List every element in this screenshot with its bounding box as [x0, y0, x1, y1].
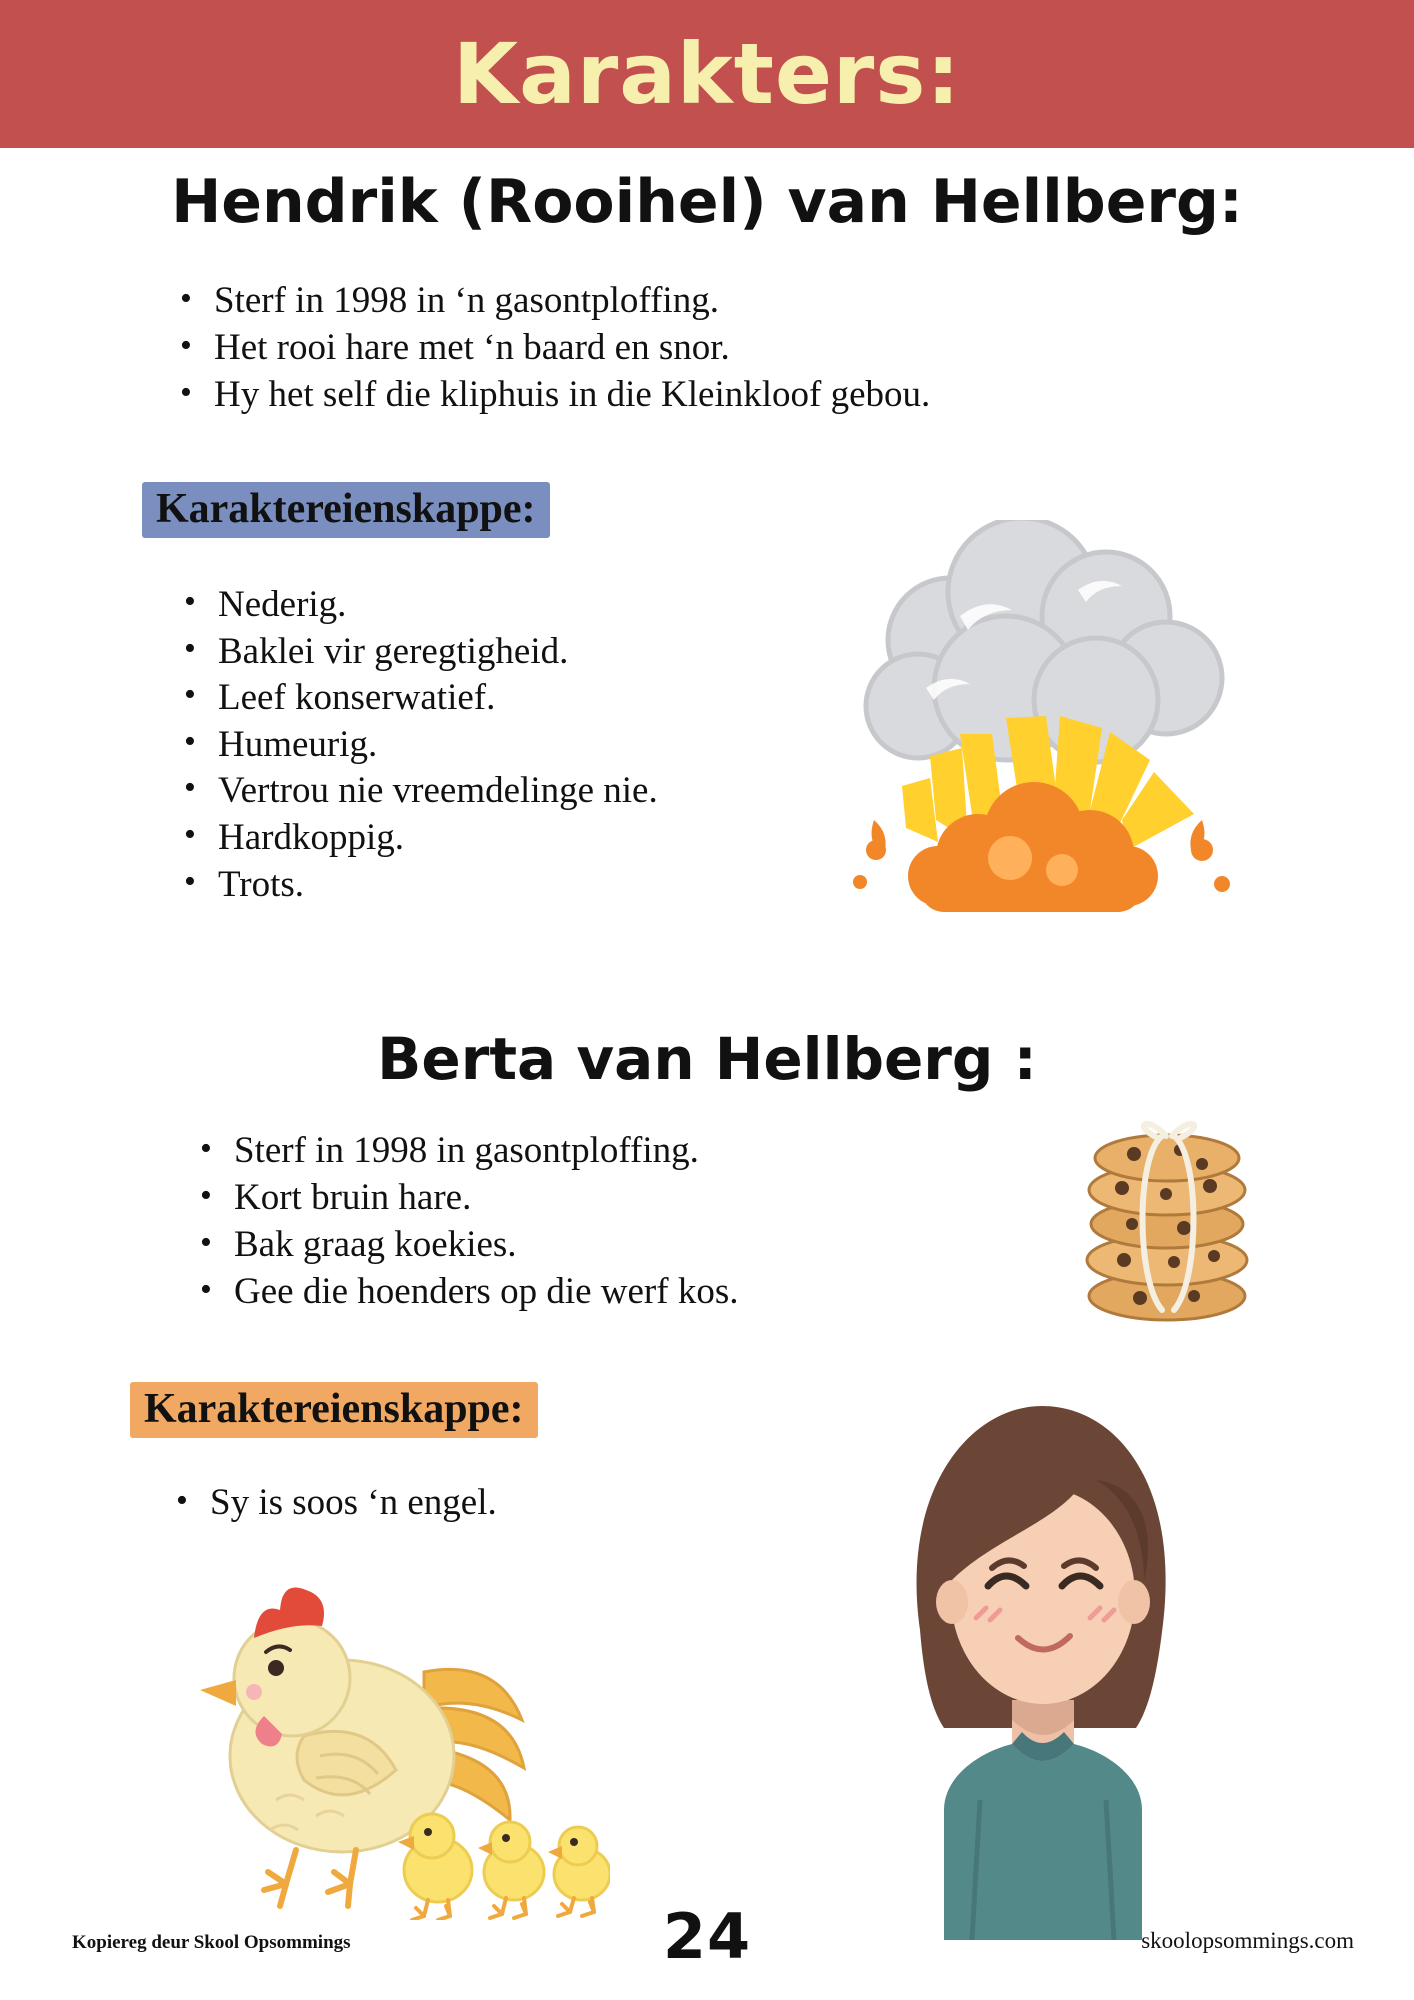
list-item: • Sterf in 1998 in gasontploffing. [192, 1128, 1092, 1175]
page-banner [0, 0, 1414, 148]
berta-traits-label: Karaktereienskappe: [130, 1382, 538, 1438]
list-item: • Baklei vir geregtigheid. [176, 629, 816, 676]
list-item: • Sterf in 1998 in ‘n gasontploffing. [172, 278, 1272, 325]
explosion-illustration [810, 520, 1260, 940]
footer-copyright: Kopiereg deur Skool Opsommings [72, 1932, 351, 1953]
list-item: • Het rooi hare met ‘n baard en snor. [172, 325, 1272, 372]
hendrik-traits-label: Karaktereienskappe: [142, 482, 550, 538]
list-item: • Hy het self die kliphuis in die Kleinkloof gebou. [172, 372, 1272, 419]
list-item: • Vertrou nie vreemdelinge nie. [176, 768, 816, 815]
list-item: • Kort bruin hare. [192, 1175, 1092, 1222]
list-item: • Trots. [176, 862, 816, 909]
character-heading-hendrik: Hendrik (Rooihel) van Hellberg: [171, 167, 1243, 237]
hendrik-facts-list [172, 278, 1272, 419]
girl-portrait-illustration [860, 1380, 1220, 1940]
list-item: • Sy is soos ‘n engel. [168, 1480, 868, 1527]
berta-facts-list [192, 1128, 1092, 1316]
list-item: • Nederig. [176, 582, 816, 629]
list-item: • Humeurig. [176, 722, 816, 769]
character-heading-berta: Berta van Hellberg : [377, 1025, 1037, 1093]
list-item: • Bak graag koekies. [192, 1222, 1092, 1269]
page-number: 24 [662, 1900, 752, 1973]
hendrik-traits-list [176, 582, 816, 908]
list-item: • Leef konserwatief. [176, 675, 816, 722]
berta-traits-list [168, 1480, 868, 1527]
list-item: • Hardkoppig. [176, 815, 816, 862]
list-item: • Gee die hoenders op die werf kos. [192, 1269, 1092, 1316]
cookie-stack-illustration [1062, 1110, 1272, 1330]
page-title: Karakters: [453, 25, 961, 123]
footer-website: skoolopsommings.com [1141, 1928, 1354, 1953]
hen-and-chicks-illustration [180, 1540, 610, 1920]
